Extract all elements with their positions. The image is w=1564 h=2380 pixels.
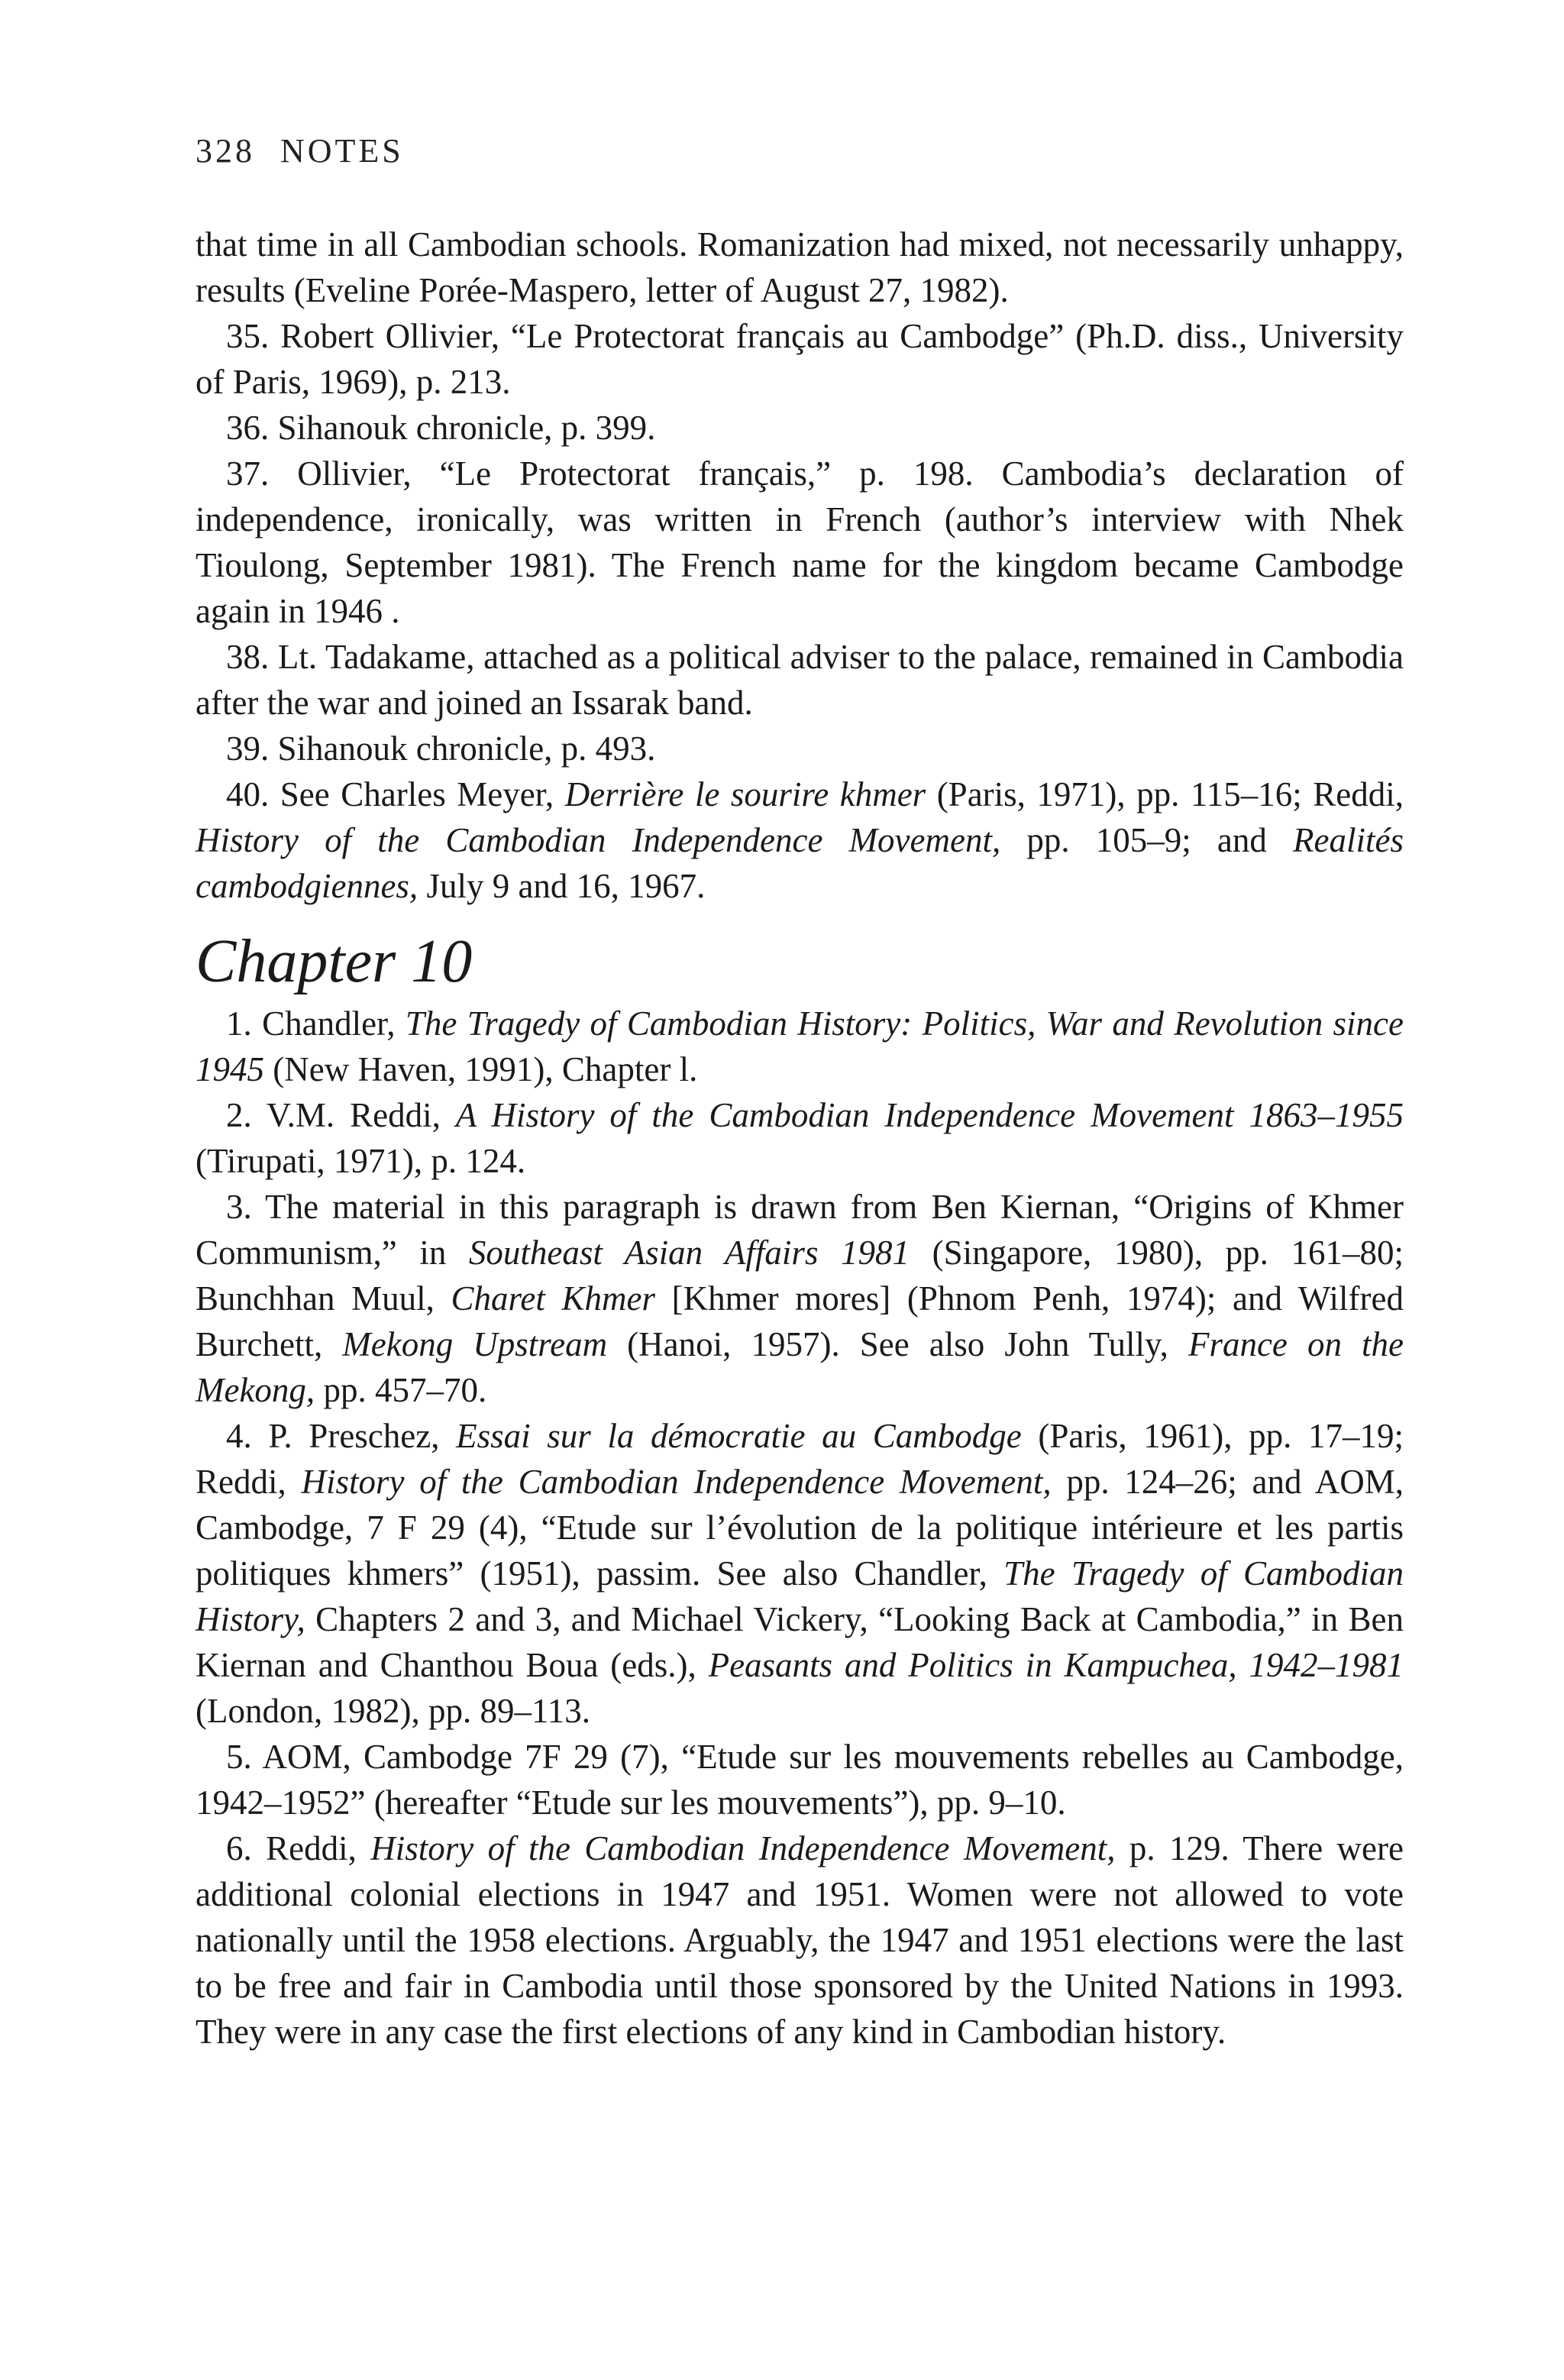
- italic-title: Essai sur la démocratie au Cambodge: [456, 1417, 1022, 1455]
- italic-title: Mekong Upstream: [342, 1325, 608, 1363]
- notes-body: [196, 222, 1404, 2055]
- note-1: [196, 1001, 1404, 1092]
- note-number: 5.: [226, 1738, 252, 1776]
- note-number: 39.: [226, 729, 270, 768]
- note-number: 1.: [226, 1004, 252, 1043]
- italic-title: Peasants and Politics in Kampuchea, 1942–1981: [708, 1646, 1404, 1684]
- note-4: [196, 1413, 1404, 1734]
- note-35: [196, 313, 1404, 405]
- note-text: (Hanoi, 1957). See also John Tully,: [607, 1325, 1188, 1363]
- note-text: Chapters 2 and 3, and Michael Vickery, “Looking Back at Cambodia,” in Ben Kiernan and Chanthou Boua (eds.),: [196, 1600, 1404, 1684]
- note-40: [196, 771, 1404, 909]
- note-number: 36.: [226, 409, 270, 447]
- note-text: Robert Ollivier, “Le Protectorat français au Cambodge” (Ph.D. diss., University of Paris, 1969), p. 213.: [196, 317, 1404, 401]
- note-3: [196, 1184, 1404, 1413]
- note-number: 2.: [226, 1096, 252, 1134]
- notes-chapter-10: [196, 1001, 1404, 2055]
- note-number: 37.: [226, 454, 270, 493]
- note-text: See Charles Meyer,: [280, 775, 565, 813]
- running-head: [196, 128, 1404, 174]
- note-number: 40.: [226, 775, 270, 813]
- note-39: [196, 726, 1404, 771]
- note-text: pp. 457–70.: [315, 1371, 487, 1409]
- italic-title: History of the Cambodian Independence Movement,: [370, 1829, 1116, 1867]
- note-5: [196, 1734, 1404, 1825]
- italic-title: History of the Cambodian Independence Movement,: [196, 821, 1001, 859]
- note-text: P. Preschez,: [268, 1417, 457, 1455]
- note-text: Lt. Tadakame, attached as a political adviser to the palace, remained in Cambodia after the war and joined an Issarak band.: [196, 638, 1404, 722]
- book-page: [196, 128, 1404, 2055]
- italic-title: The Tragedy of Cambodian History,: [196, 1554, 1404, 1638]
- italic-title: The Tragedy of Cambodian History: Politics, War and Revolution since 1945: [196, 1004, 1404, 1088]
- note-text: Reddi,: [266, 1829, 371, 1867]
- note-text: Sihanouk chronicle, p. 399.: [277, 409, 656, 447]
- note-text: (New Haven, 1991), Chapter l.: [264, 1050, 698, 1088]
- note-number: 35.: [226, 317, 270, 355]
- note-text: pp. 105–9; and: [1000, 821, 1294, 859]
- note-text: AOM, Cambodge 7F 29 (7), “Etude sur les mouvements rebelles au Cambodge, 1942–1952” (hereafter “Etude sur les mouvements”), pp. 9–10.: [196, 1738, 1404, 1822]
- note-text: Chandler,: [262, 1004, 406, 1043]
- italic-title: History of the Cambodian Independence Movement,: [301, 1463, 1052, 1501]
- note-text: [Khmer mores] (Phnom Penh, 1974); and Wilfred Burchett,: [196, 1279, 1404, 1363]
- note-text: The material in this paragraph is drawn from Ben Kiernan, “Origins of Khmer Communism,” in: [196, 1188, 1404, 1272]
- note-text: July 9 and 16, 1967.: [418, 867, 706, 905]
- note-number: 38.: [226, 638, 270, 676]
- italic-title: Derrière le sourire khmer: [564, 775, 926, 813]
- italic-title: A History of the Cambodian Independence Movement 1863–1955: [455, 1096, 1404, 1134]
- chapter-heading: Chapter 10: [196, 928, 473, 995]
- note-text: (Paris, 1971), pp. 115–16; Reddi,: [926, 775, 1404, 813]
- note-36: [196, 405, 1404, 451]
- note-37: [196, 451, 1404, 634]
- note-number: 6.: [226, 1829, 252, 1867]
- italic-title: Charet Khmer: [451, 1279, 656, 1318]
- note-text: p. 129. There were additional colonial elections in 1947 and 1951. Women were not allowed to vote nationally until the 1958 elections. Arguably, the 1947 and 1951 elections were the last to be free and fair in Cambodia until those sponsored by the United Nations in 1993. They were in any case the first elections of any kind in Cambodian history.: [196, 1829, 1404, 2051]
- italic-title: France on the Mekong,: [196, 1325, 1404, 1409]
- note-2: [196, 1092, 1404, 1184]
- note-text: (Paris, 1961), pp. 17–19; Reddi,: [196, 1417, 1404, 1501]
- note-38: [196, 634, 1404, 726]
- section-title: NOTES: [280, 132, 404, 170]
- note-text: (Singapore, 1980), pp. 161–80; Bunchhan Muul,: [196, 1234, 1404, 1318]
- note-number: 4.: [226, 1417, 252, 1455]
- page-number: 328: [196, 132, 255, 170]
- note-text: Sihanouk chronicle, p. 493.: [277, 729, 656, 768]
- notes-chapter-9: [196, 313, 1404, 909]
- note-text: V.M. Reddi,: [266, 1096, 456, 1134]
- note-text: pp. 124–26; and AOM, Cambodge, 7 F 29 (4), “Etude sur l’évolution de la politique intérieure et les partis politiques khmers” (1951), passim. See also Chandler,: [196, 1463, 1404, 1593]
- italic-title: Realités cambodgiennes,: [196, 821, 1404, 905]
- note-text: (Tirupati, 1971), p. 124.: [196, 1142, 526, 1180]
- note-text: (London, 1982), pp. 89–113.: [196, 1692, 591, 1730]
- note-number: 3.: [226, 1188, 252, 1226]
- continuation-paragraph: that time in all Cambodian schools. Romanization had mixed, not necessarily unhappy, results (Eveline Porée-Maspero, letter of August 27, 1982).: [196, 225, 1404, 309]
- note-6: [196, 1825, 1404, 2055]
- italic-title: Southeast Asian Affairs 1981: [468, 1234, 910, 1272]
- note-text: Ollivier, “Le Protectorat français,” p. 198. Cambodia’s declaration of independence, ironically, was written in French (author’s interview with Nhek Tioulong, September 1981). The French name for the kingdom became Cambodge again in 1946 .: [196, 454, 1404, 630]
